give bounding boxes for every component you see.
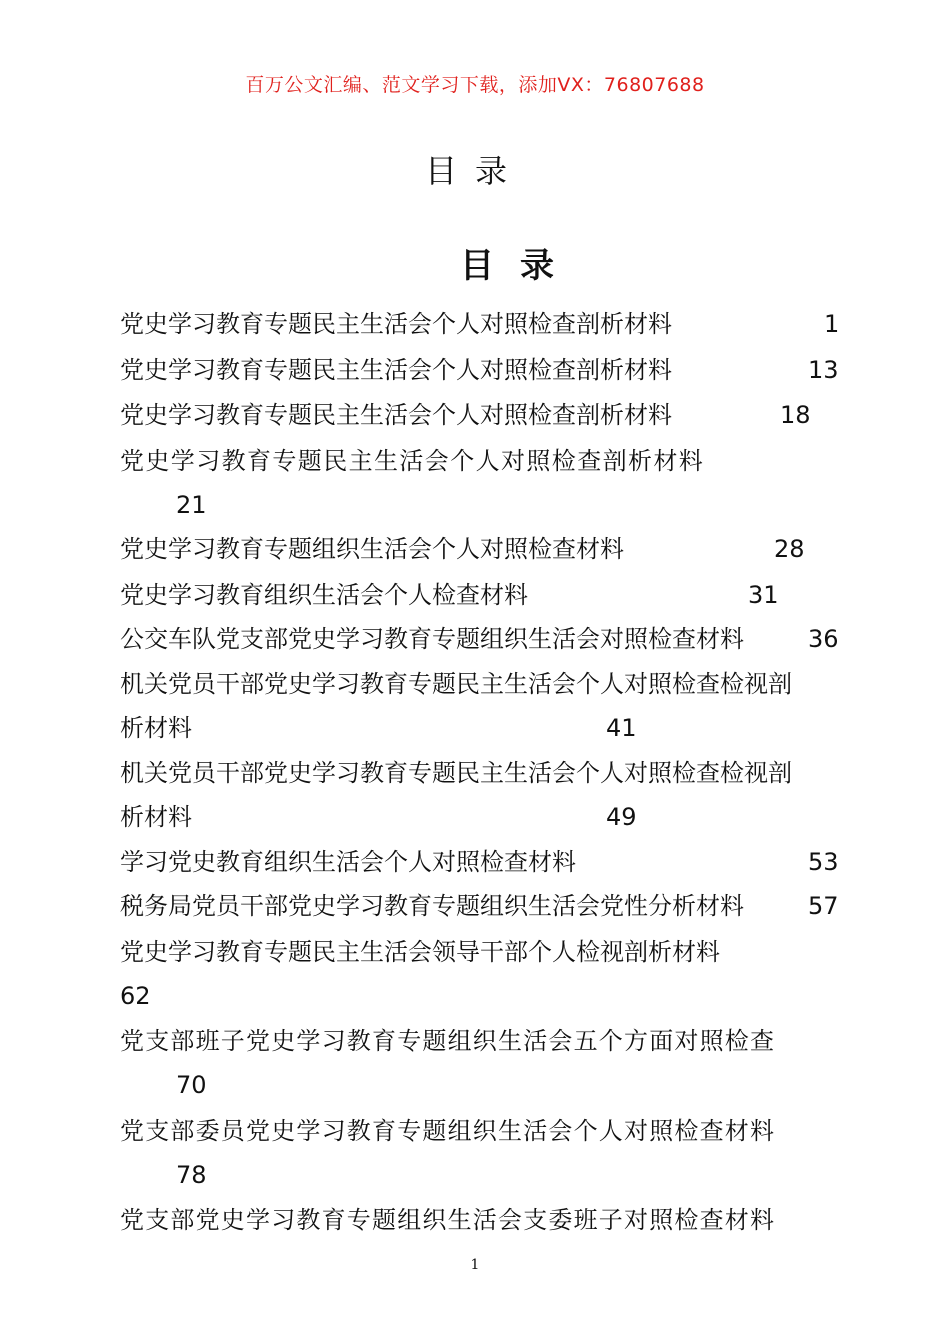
toc-entry-page: 18: [780, 401, 811, 429]
toc-entry-page: 49: [606, 803, 637, 831]
toc-entry[interactable]: [120, 669, 792, 743]
toc-entry[interactable]: [120, 847, 839, 877]
toc-entry[interactable]: [120, 1026, 776, 1099]
toc-entry-title: 机关党员干部党史学习教育专题民主生活会个人对照检查检视剖: [120, 759, 792, 787]
watermark-header: 百万公文汇编、范文学习下载，添加VX：76807688: [245, 74, 705, 96]
page-title: 目录: [424, 152, 525, 190]
toc-entry-page: 41: [606, 714, 637, 742]
toc-entry-title: 党支部党史学习教育专题组织生活会支委班子对照检查材料: [120, 1206, 776, 1234]
toc-entry[interactable]: [120, 1205, 775, 1235]
toc-entry[interactable]: [120, 400, 811, 430]
page-number: 1: [470, 1257, 480, 1273]
toc-entry-title: 机关党员干部党史学习教育专题民主生活会个人对照检查检视剖: [120, 670, 792, 698]
toc-entry-title: 学习党史教育组织生活会个人对照检查材料: [120, 848, 576, 876]
toc-entry[interactable]: [120, 309, 840, 339]
toc-entry-page: 36: [808, 625, 839, 653]
toc-entry-title: 公交车队党支部党史学习教育专题组织生活会对照检查材料: [120, 625, 744, 653]
toc-entry-title-cont: 析材料: [120, 803, 192, 831]
toc-entry-title: 党史学习教育专题民主生活会个人对照检查剖析材料: [120, 356, 672, 384]
toc-entry-page: 53: [808, 848, 839, 876]
toc-entry-title-cont: 析材料: [120, 714, 192, 742]
toc-entry[interactable]: [120, 758, 792, 832]
toc-heading: 目录: [460, 246, 580, 286]
toc-entry[interactable]: [120, 937, 720, 1010]
toc-entry-title: 党史学习教育专题组织生活会个人对照检查材料: [120, 535, 624, 563]
toc-entry-title: 党史学习教育组织生活会个人检查材料: [120, 581, 528, 609]
toc-entry[interactable]: [120, 624, 839, 654]
toc-entry[interactable]: [120, 891, 839, 921]
toc-entry-title: 党史学习教育专题民主生活会个人对照检查剖析材料: [120, 447, 705, 475]
toc-entry-page: 13: [808, 356, 839, 384]
toc-entry-title: 党史学习教育专题民主生活会领导干部个人检视剖析材料: [120, 938, 720, 966]
toc-entry-page: 78: [176, 1161, 207, 1189]
toc-entry-title: 党史学习教育专题民主生活会个人对照检查剖析材料: [120, 310, 672, 338]
toc-entry-title: 党史学习教育专题民主生活会个人对照检查剖析材料: [120, 401, 672, 429]
toc-entry-title: 党支部委员党史学习教育专题组织生活会个人对照检查材料: [120, 1117, 776, 1145]
toc-entry-page: 1: [824, 310, 840, 338]
toc-entry-page: 28: [774, 535, 805, 563]
toc-entry-page: 21: [176, 491, 207, 519]
toc-entry-page: 57: [808, 892, 839, 920]
toc-entry-title: 党支部班子党史学习教育专题组织生活会五个方面对照检查: [120, 1027, 776, 1055]
toc-entry[interactable]: [120, 1116, 776, 1189]
toc-entry-page: 70: [176, 1071, 207, 1099]
toc-entry[interactable]: [120, 534, 805, 564]
toc-entry-page: 31: [748, 581, 779, 609]
toc-entry[interactable]: [120, 355, 839, 385]
toc-entry[interactable]: [120, 446, 705, 519]
toc-entry-title: 税务局党员干部党史学习教育专题组织生活会党性分析材料: [120, 892, 744, 920]
toc-entry-page: 62: [120, 982, 151, 1010]
toc-entry[interactable]: [120, 580, 779, 610]
